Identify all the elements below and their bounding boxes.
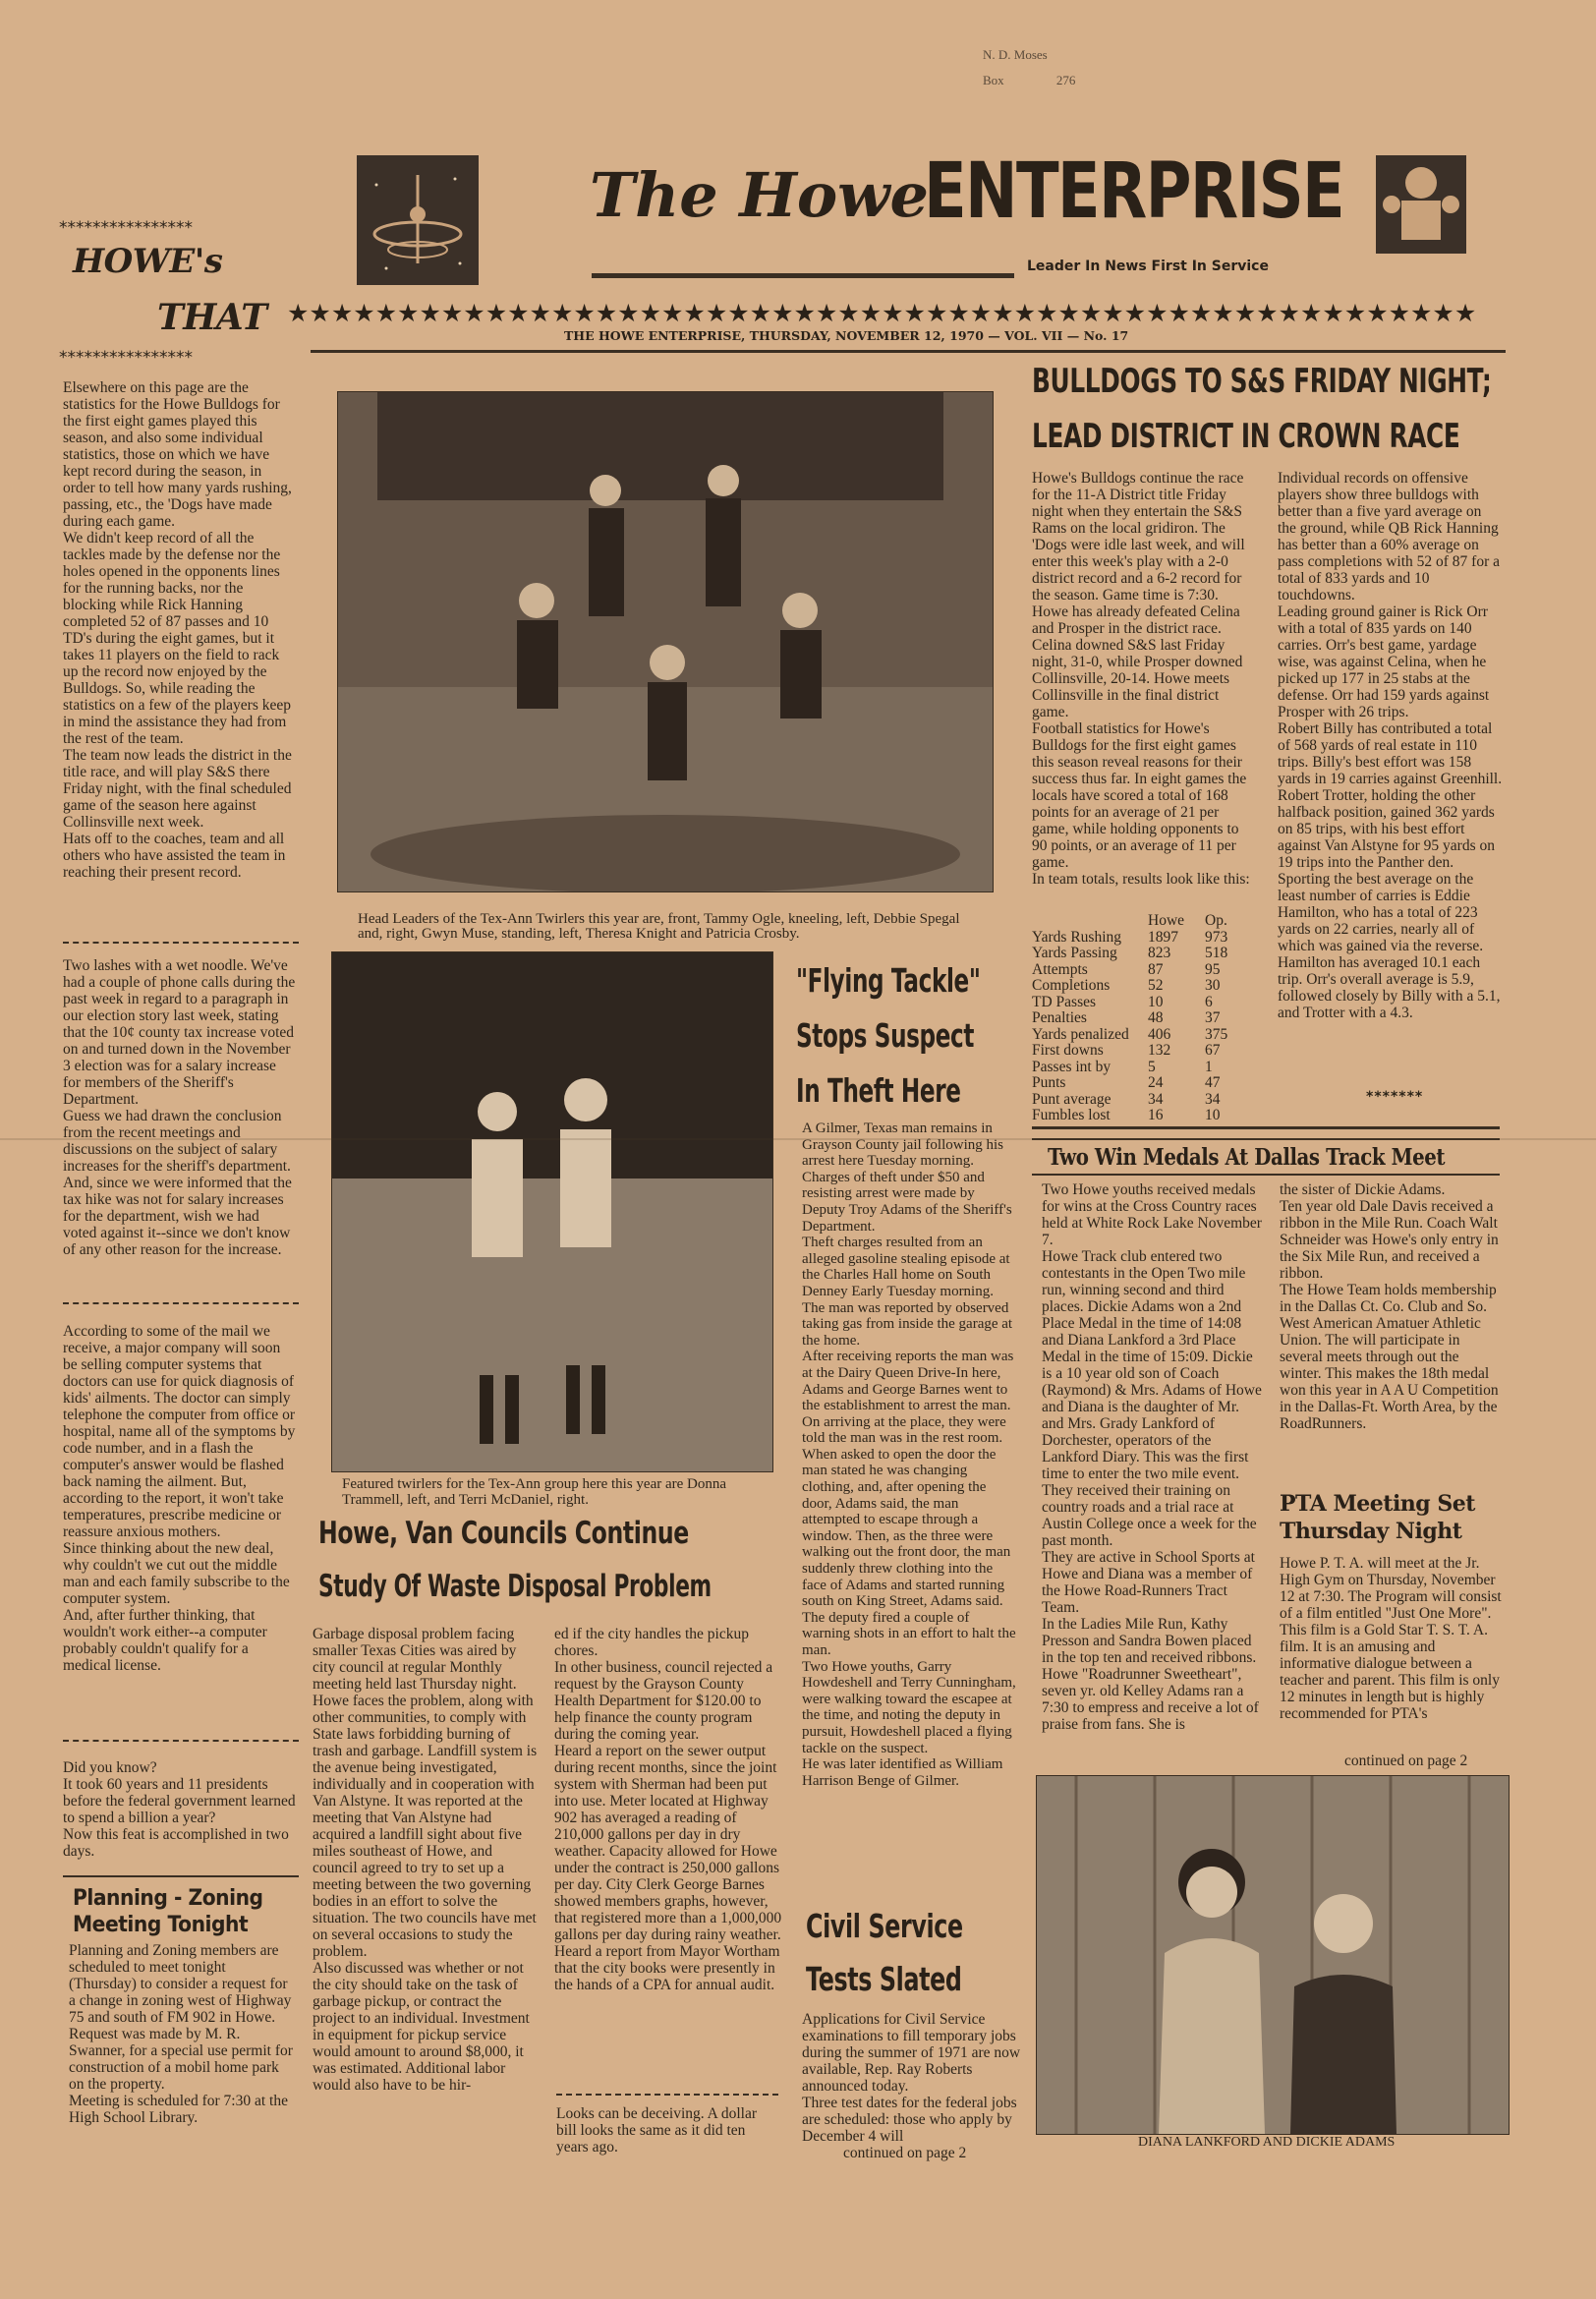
planning-body: Planning and Zoning members are scheduled to meet tonight (Thursday) to consider a request for a change in zoning west of Highway 75 and south of FM 902 in Howe. Request was made by M. R. Swanner, for a special use permit for construction of a mobil home park on the property. Meeting is scheduled for 7:30 at the High School Library.: [69, 1942, 293, 2126]
stats-cell-op: 30: [1205, 977, 1221, 994]
archive-label-box: Box: [983, 73, 1004, 87]
stats-header-howe: Howe: [1148, 912, 1185, 929]
stats-cell-label: Yards Rushing: [1032, 928, 1122, 946]
bulldogs-bottom-rule: [1032, 1126, 1500, 1129]
stats-cell-op: 973: [1205, 928, 1228, 946]
stats-cell-label: Yards Passing: [1032, 945, 1117, 961]
runners-caption: DIANA LANKFORD AND DICKIE ADAMS: [1138, 2135, 1396, 2150]
space-station-icon: [357, 155, 479, 285]
twirlers-caption: Head Leaders of the Tex-Ann Twirlers this year are, front, Tammy Ogle, kneeling, left, Debbie Spegal and, right, Gwyn Muse, standing, left, Theresa Knight and Patricia Crosby.: [358, 911, 960, 942]
twirlers-photo: [337, 391, 994, 892]
civil-service-headline-2: Tests Slated: [806, 1960, 962, 1998]
stats-header-op: Op.: [1205, 912, 1227, 929]
archive-label-line1: N. D. Moses: [983, 47, 1048, 62]
stats-cell-op: 67: [1205, 1042, 1221, 1059]
stats-cell-op: 10: [1205, 1107, 1221, 1123]
featured-twirlers-caption: Featured twirlers for the Tex-Ann group here this year are Donna Trammell, left, and Terri McDaniel, right.: [342, 1476, 727, 1508]
pioneer-family-icon: [1368, 145, 1474, 259]
stats-row: [1032, 962, 1254, 979]
column-head-that: THAT: [157, 297, 267, 338]
masthead-emblem-left: [357, 155, 479, 285]
left-col-paragraph-4: Did you know? It took 60 years and 11 presidents before the federal government learned to spend a billion a year? Now this feat is accomplished in two days.: [63, 1759, 296, 1860]
stats-cell-label: First downs: [1032, 1042, 1104, 1059]
stats-row: [1032, 1075, 1254, 1092]
stats-row: [1032, 1043, 1254, 1060]
councils-col-1: Garbage disposal problem facing smaller Texas Cities was aired by city council at regular Monthly meeting held last Thursday night. Howe faces the problem, along with other communities, to comply with State laws forbidding burning of trash and garbage. Landfill system is the avenue being investigated, individually and in cooperation with Van Alstyne. It was reported at the meeting that Van Alstyne had acquired a landfill sight about five miles southeast of Howe, and council agreed to try to set up a meeting between the two governing bodies in an effort to solve the situation. The two councils have met on several occasions to study the problem. Also discussed was whether or not the city should take on the task of garbage pickup, or contract the project to an individual. Investment in equipment for pickup service would amount to around $8,000, it was estimated. Additional labor would also have to be hir-: [313, 1626, 538, 2094]
bulldogs-stats-table: [1032, 913, 1254, 1124]
councils-headline-1: Howe, Van Councils Continue: [318, 1516, 689, 1551]
archive-box-number: 276: [1055, 73, 1076, 87]
left-col-paragraph-3: According to some of the mail we receive, a major company will soon be selling computer systems that doctors can use for quick diagnosis of kids' ailments. The doctor can simply telephone the computer from office or hospital, name all of the symptoms by code number, and in a flash the computer's answer would be flashed back naming the ailment. But, according to the report, it won't take temperatures, prescribe medicine or reassure anxious mothers. Since thinking about the new deal, why couldn't we cut out the middle man and each family subscribe to the computer system. And, after further thinking, that wouldn't work either--a computer probably couldn't qualify for a medical license.: [63, 1323, 296, 1674]
left-col-paragraph-2: Two lashes with a wet noodle. We've had a couple of phone calls during the past week in regard to a paragraph in our election story last week, stating that the 10¢ county tax increase voted on and turned down in the November 3 election was for a salary increase for members of the Sheriff's Department. Guess we had drawn the conclusion from the recent meetings and discussions on the subject of salary increases for the sheriff's department. And, since we were informed that the tax hike was not for salary increases for the department, wish we had voted against it--since we don't know of any other reason for the increase.: [63, 957, 296, 1258]
stats-cell-op: 47: [1205, 1074, 1221, 1091]
stats-cell-op: 34: [1205, 1090, 1221, 1108]
stats-cell-label: Attempts: [1032, 960, 1088, 978]
stats-header-row: [1032, 913, 1254, 930]
featured-twirlers-photo: [331, 951, 773, 1472]
stats-cell-label: Yards penalized: [1032, 1025, 1129, 1043]
stats-cell-op: 6: [1205, 993, 1213, 1010]
archive-label: [983, 35, 1120, 99]
star-band: ★★★★★★★★★★★★★★★★★★★★★★★★★★★★★★★★★★★★★★★★★★★★★★★★★★★★★★: [287, 301, 1477, 326]
stats-cell-op: 518: [1205, 945, 1228, 961]
featured-twirlers-photo-image: [332, 952, 772, 1471]
left-col-divider-4: [63, 1875, 299, 1877]
stats-row: [1032, 1027, 1254, 1044]
track-headline: Two Win Medals At Dallas Track Meet: [1048, 1144, 1446, 1171]
stats-row: [1032, 1010, 1254, 1027]
runners-photo: [1036, 1775, 1510, 2135]
stats-row: [1032, 1092, 1254, 1109]
stats-header-label: [1032, 913, 1148, 930]
left-col-divider-1: [63, 942, 299, 944]
stats-cell-howe: 1897: [1148, 928, 1178, 946]
dateline-rule: [311, 350, 1506, 353]
stats-cell-label: Completions: [1032, 977, 1111, 994]
runners-photo-image: [1037, 1776, 1509, 2134]
civil-service-body: Applications for Civil Service examinations to fill temporary jobs during the summer of 1971 are now available, Rep. Ray Roberts announced today. Three test dates for the federal jobs are scheduled: those who apply by December 4 will: [802, 2011, 1021, 2145]
fold-line: [0, 1138, 1596, 1140]
stats-cell-label: Fumbles lost: [1032, 1107, 1111, 1123]
stats-row: [1032, 1060, 1254, 1076]
stats-cell-howe: 52: [1148, 977, 1164, 994]
stats-cell-howe: 823: [1148, 945, 1171, 961]
masthead-tagline-rule: [592, 273, 1014, 278]
stats-row: [1032, 1108, 1254, 1124]
bulldogs-col-1: Howe's Bulldogs continue the race for the 11-A District title Friday night when they entertain the S&S Rams on the local gridiron. The 'Dogs were idle last week, and will enter this week's play with a 2-0 district record and a 6-2 record for the season. Game time is 7:30. Howe has already defeated Celina and Prosper in the district race. Celina downed S&S last Friday night, 31-0, while Prosper downed Collinsville, 20-14. Howe meets Collinsville in the final district game. Football statistics for Howe's Bulldogs for the first eight games this season reveal reasons for their success thus far. In eight games the locals have scored a total of 168 points for an average of 21 per game, while holding opponents to 90 points, or an average of 11 per game. In team totals, results look like this:: [1032, 470, 1250, 888]
stats-cell-howe: 10: [1148, 993, 1164, 1010]
masthead-title: [590, 147, 1344, 246]
bulldogs-headline-1: BULLDOGS TO S&S FRIDAY NIGHT;: [1032, 362, 1492, 401]
stats-cell-op: 37: [1205, 1009, 1221, 1026]
stats-cell-label: Penalties: [1032, 1009, 1087, 1026]
twirlers-photo-image: [338, 392, 993, 891]
bulldogs-headline-2: LEAD DISTRICT IN CROWN RACE: [1032, 417, 1460, 456]
stats-cell-label: Passes int by: [1032, 1058, 1112, 1075]
planning-headline: Planning - Zoning Meeting Tonight: [73, 1886, 263, 1937]
column-head-stars-bottom: ****************: [59, 348, 193, 368]
bulldogs-end-stars: *******: [1366, 1089, 1424, 1105]
track-headline-rule: [1032, 1174, 1500, 1176]
left-col-divider-3: [63, 1740, 299, 1742]
civil-service-continued: continued on page 2: [843, 2145, 967, 2161]
pta-body: Howe P. T. A. will meet at the Jr. High Gym on Thursday, November 12 at 7:30. The Program will consist of a film entitled "Just One More". This film is a Gold Star T. S. T. A. film. It is an amusing and informative dialogue between a teacher and parent. This film is only 12 minutes in length but is highly recommended for PTA's: [1280, 1555, 1502, 1722]
stats-row: [1032, 995, 1254, 1011]
pta-headline-2: Thursday Night: [1280, 1519, 1462, 1544]
track-col-2: the sister of Dickie Adams. Ten year old Dale Davis received a ribbon in the Mile Run. Coach Walt Schneider was Howe's only entry in the Six Mile Run, and received a ribbon. The Howe Team holds membership in the Dallas Ct. Co. Club and So. West American Amatuer Athletic Union. The will participate in several meets through out the winter. This makes the 18th medal won this year in A A U Competition in the Dallas-Ft. Worth Area, by the RoadRunners.: [1280, 1181, 1499, 1432]
stats-cell-op: 95: [1205, 960, 1221, 978]
left-col-paragraph-1: Elsewhere on this page are the statistics for the Howe Bulldogs for the first eight games played this season, and also some individual statistics, those on which we have kept record during the season, in order to tell how many yards rushing, passing, etc., the 'Dogs have made during each game. We didn't keep record of all the tackles made by the defense nor the holes opened in the opponents lines for the running backs, nor the blocking while Rick Hanning completed 52 of 87 passes and 10 TD's during the eight games, but it takes 11 players on the field to rack up the record now enjoyed by the Bulldogs. So, while reading the statistics on a few of the players keep in mind the assistance they had from the rest of the team. The team now leads the district in the title race, and will play S&S there Friday night, with the final scheduled game of the season here against Collinsville next week. Hats off to the coaches, team and all others who have assisted the team in reaching their present record.: [63, 379, 292, 881]
masthead-the-howe: The Howe: [590, 159, 929, 231]
flying-tackle-headline-3: In Theft Here: [796, 1071, 961, 1110]
stats-cell-label: Punt average: [1032, 1090, 1112, 1108]
stats-row: [1032, 946, 1254, 962]
column-head-howes: HOWE's: [73, 242, 223, 281]
pta-headline-1: PTA Meeting Set: [1280, 1491, 1475, 1517]
stats-row: [1032, 978, 1254, 995]
stats-cell-label: Punts: [1032, 1074, 1066, 1091]
stats-cell-howe: 87: [1148, 960, 1164, 978]
stats-cell-op: 1: [1205, 1058, 1213, 1075]
pta-continued: continued on page 2: [1344, 1753, 1468, 1769]
stats-cell-howe: 34: [1148, 1090, 1164, 1108]
stats-cell-howe: 406: [1148, 1025, 1171, 1043]
column-head-stars-top: ****************: [59, 218, 193, 238]
councils-divider: [556, 2094, 778, 2096]
councils-col-2: ed if the city handles the pickup chores. In other business, council rejected a request by the Grayson County Health Department for $120.00 to help finance the county program during the coming year. Heard a report on the sewer output during recent months, since the joint system with Sherman had been put into use. Meter located at Highway 902 has averaged a reading of 210,000 gallons per day in dry weather. Capacity allowed for Howe under the contract is 250,000 gallons per day. City Clerk George Barnes showed members graphs, however, that registered more than a 1,000,000 gallons per day during rainy weather. Heard a report from Mayor Wortham that the city books were presently in the hands of a CPA for annual audit.: [554, 1626, 782, 1993]
track-col-1: Two Howe youths received medals for wins at the Cross Country races held at White Rock Lake November 7. Howe Track club entered two contestants in the Open Two mile run, winning second and third places. Dickie Adams won a 2nd Place Medal in the time of 14:08 and Diana Lankford a 3rd Place Medal in the time of 15:09. Dickie is a 10 year old son of Coach (Raymond) & Mrs. Adams of Howe and Diana is the daughter of Mr. and Mrs. Grady Lankford of Dorchester, operators of the Lankford Diary. This was the first time to enter the two mile event. They received their training on country roads and a trial race at Austin College once a week for the past month. They are active in School Sports at Howe and Diana was a member of the Howe Road-Runners Tract Team. In the Ladies Mile Run, Kathy Presson and Sandra Bowen placed in the top ten and received ribbons. Howe "Roadrunner Sweetheart", seven yr. old Kelley Adams ran a 7:30 to empress and receive a lot of praise from fans. She is: [1042, 1181, 1262, 1733]
flying-tackle-headline-2: Stops Suspect: [796, 1016, 975, 1055]
stats-cell-label: TD Passes: [1032, 993, 1097, 1010]
stats-table: [1032, 913, 1254, 1124]
bulldogs-col-2: Individual records on offensive players show three bulldogs with better than a five yard average on the ground, while QB Rick Hanning has better than a 60% average on pass completions with 52 of 87 for a total of 833 yards and 10 touchdowns. Leading ground gainer is Rick Orr with a total of 835 yards on 140 carries. Orr's best game, yardage wise, was against Celina, when he picked up 177 in 25 stabs at the defense. Orr had 159 yards against Prosper with 26 trips. Robert Billy has contributed a total of 568 yards of real estate in 110 trips. Billy's best effort was 158 yards in 19 carries against Greenhill. Robert Trotter, holding the other halfback position, gained 362 yards on 85 trips, with his best effort against Van Alstyne for 95 yards on 19 trips into the Panther den. Sporting the best average on the least number of carries is Eddie Hamilton, who has a total of 223 yards on 22 carries, nearly all of which was gained via the reverse. Hamilton has averaged 10.1 each trip. Orr's overall average is 5.9, followed closely by Billy with a 5.1, and Trotter with a 4.3.: [1278, 470, 1503, 1021]
councils-headline-2: Study Of Waste Disposal Problem: [318, 1569, 712, 1604]
flying-tackle-headline-1: "Flying Tackle": [796, 961, 981, 1000]
masthead-emblem-right: [1368, 145, 1474, 259]
flying-tackle-body: A Gilmer, Texas man remains in Grayson County jail following his arrest here Tuesday morning. Charges of theft under $50 and resisting arrest were made by Deputy Troy Adams of the Sheriff's Department. Theft charges resulted from an alleged gasoline stealing episode at the Charles Hall home on South Denney Early Tuesday morning. The man was reported by observed taking gas from inside the garage at the home. After receiving reports the man was at the Dairy Queen Drive-In here, Adams and George Barnes went to the establishment to arrest the man. On arriving at the place, they were told the man was in the rest room. When asked to open the door the man stated he was changing clothing, and, after opening the door, Adams said, the man attempted to escape through a window. Then, as the three were walking out the front door, the man suddenly threw clothing into the face of Adams and started running south on King Street, Adams said. The deputy fired a couple of warning shots in an effort to halt the man. Two Howe youths, Garry Howdeshell and Terry Cunningham, were walking toward the escapee at the time, and noting the deputy in pursuit, Howdeshell placed a flying tackle on the suspect. He was later identified as William Harrison Benge of Gilmer.: [802, 1121, 1016, 1789]
dateline: THE HOWE ENTERPRISE, THURSDAY, NOVEMBER 12, 1970 — VOL. VII — No. 17: [564, 328, 1129, 343]
stats-row: [1032, 930, 1254, 947]
stats-cell-howe: 16: [1148, 1107, 1164, 1123]
left-col-divider-2: [63, 1302, 299, 1304]
stats-cell-howe: 132: [1148, 1042, 1171, 1059]
stats-cell-howe: 5: [1148, 1058, 1156, 1075]
councils-filler: Looks can be deceiving. A dollar bill looks the same as it did ten years ago.: [556, 2105, 758, 2155]
stats-cell-howe: 48: [1148, 1009, 1164, 1026]
masthead-tagline: Leader In News First In Service: [1027, 259, 1269, 274]
stats-cell-howe: 24: [1148, 1074, 1164, 1091]
civil-service-headline-1: Civil Service: [806, 1907, 963, 1945]
masthead-enterprise: ENTERPRISE: [924, 147, 1344, 236]
stats-cell-op: 375: [1205, 1025, 1228, 1043]
